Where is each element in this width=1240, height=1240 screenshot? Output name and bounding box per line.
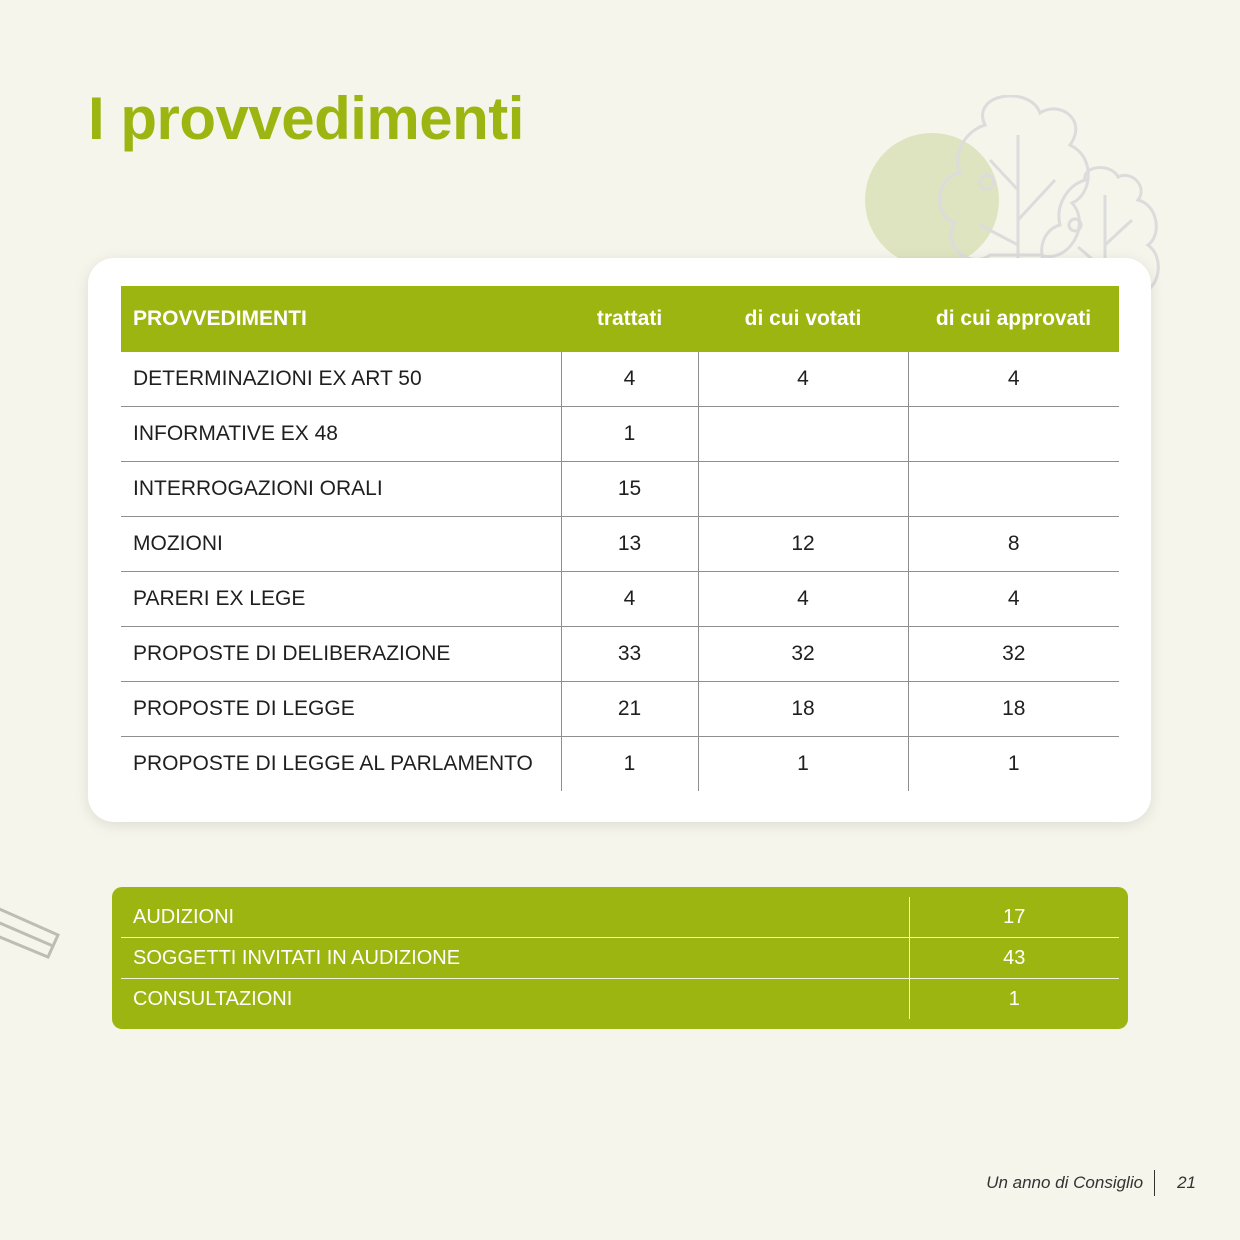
page-title: I provvedimenti bbox=[88, 85, 524, 152]
header-approvati: di cui approvati bbox=[908, 286, 1119, 352]
table-header-row bbox=[121, 286, 1119, 352]
cell-approvati: 4 bbox=[908, 352, 1119, 407]
summary-row bbox=[121, 938, 1119, 979]
cell-trattati: 33 bbox=[561, 627, 698, 682]
cell-votati: 4 bbox=[698, 572, 908, 627]
cell-approvati bbox=[908, 407, 1119, 462]
cell-approvati bbox=[908, 462, 1119, 517]
summary-value: 1 bbox=[909, 979, 1119, 1020]
cell-votati: 4 bbox=[698, 352, 908, 407]
footer-publication: Un anno di Consiglio bbox=[986, 1173, 1144, 1192]
cell-votati bbox=[698, 407, 908, 462]
summary-label: SOGGETTI INVITATI IN AUDIZIONE bbox=[121, 938, 909, 979]
page-number: 21 bbox=[1177, 1173, 1196, 1192]
table-row bbox=[121, 462, 1119, 517]
table-row bbox=[121, 407, 1119, 462]
summary-row bbox=[121, 979, 1119, 1020]
row-label: PROPOSTE DI LEGGE AL PARLAMENTO bbox=[133, 752, 533, 775]
cell-trattati: 1 bbox=[561, 737, 698, 792]
cell-votati: 1 bbox=[698, 737, 908, 792]
row-label: DETERMINAZIONI EX ART 50 bbox=[121, 352, 561, 407]
table-row bbox=[121, 517, 1119, 572]
cell-approvati: 8 bbox=[908, 517, 1119, 572]
row-label: PROPOSTE DI LEGGE bbox=[121, 682, 561, 737]
header-trattati: trattati bbox=[561, 286, 698, 352]
provvedimenti-table bbox=[121, 286, 1119, 791]
cell-trattati: 13 bbox=[561, 517, 698, 572]
table-row bbox=[121, 352, 1119, 407]
cell-approvati: 1 bbox=[908, 737, 1119, 792]
cell-trattati: 21 bbox=[561, 682, 698, 737]
table-row bbox=[121, 572, 1119, 627]
row-label: MOZIONI bbox=[121, 517, 561, 572]
table-row bbox=[121, 737, 1119, 792]
summary-label: AUDIZIONI bbox=[121, 897, 909, 938]
summary-value: 43 bbox=[909, 938, 1119, 979]
cell-votati bbox=[698, 462, 908, 517]
cell-votati: 12 bbox=[698, 517, 908, 572]
row-label: INFORMATIVE EX 48 bbox=[121, 407, 561, 462]
summary-box bbox=[112, 887, 1128, 1029]
cell-approvati: 32 bbox=[908, 627, 1119, 682]
summary-label: CONSULTAZIONI bbox=[133, 987, 293, 1010]
page-footer bbox=[986, 1170, 1196, 1196]
provvedimenti-card bbox=[88, 258, 1151, 822]
cell-votati: 18 bbox=[698, 682, 908, 737]
footer-divider bbox=[1154, 1170, 1155, 1196]
cell-votati: 32 bbox=[698, 627, 908, 682]
cell-approvati: 18 bbox=[908, 682, 1119, 737]
cell-trattati: 1 bbox=[561, 407, 698, 462]
cell-trattati: 4 bbox=[561, 352, 698, 407]
header-provvedimenti: PROVVEDIMENTI bbox=[121, 286, 561, 352]
summary-table bbox=[121, 897, 1119, 1019]
row-label: PARERI EX LEGE bbox=[121, 572, 561, 627]
cell-trattati: 4 bbox=[561, 572, 698, 627]
cell-approvati: 4 bbox=[908, 572, 1119, 627]
table-row bbox=[121, 627, 1119, 682]
row-label: INTERROGAZIONI ORALI bbox=[121, 462, 561, 517]
pencil-illustration-icon bbox=[0, 895, 70, 965]
summary-value: 17 bbox=[909, 897, 1119, 938]
green-circle-shape bbox=[865, 133, 999, 267]
cell-trattati: 15 bbox=[561, 462, 698, 517]
header-votati: di cui votati bbox=[698, 286, 908, 352]
summary-row bbox=[121, 897, 1119, 938]
row-label: PROPOSTE DI DELIBERAZIONE bbox=[121, 627, 561, 682]
table-row bbox=[121, 682, 1119, 737]
